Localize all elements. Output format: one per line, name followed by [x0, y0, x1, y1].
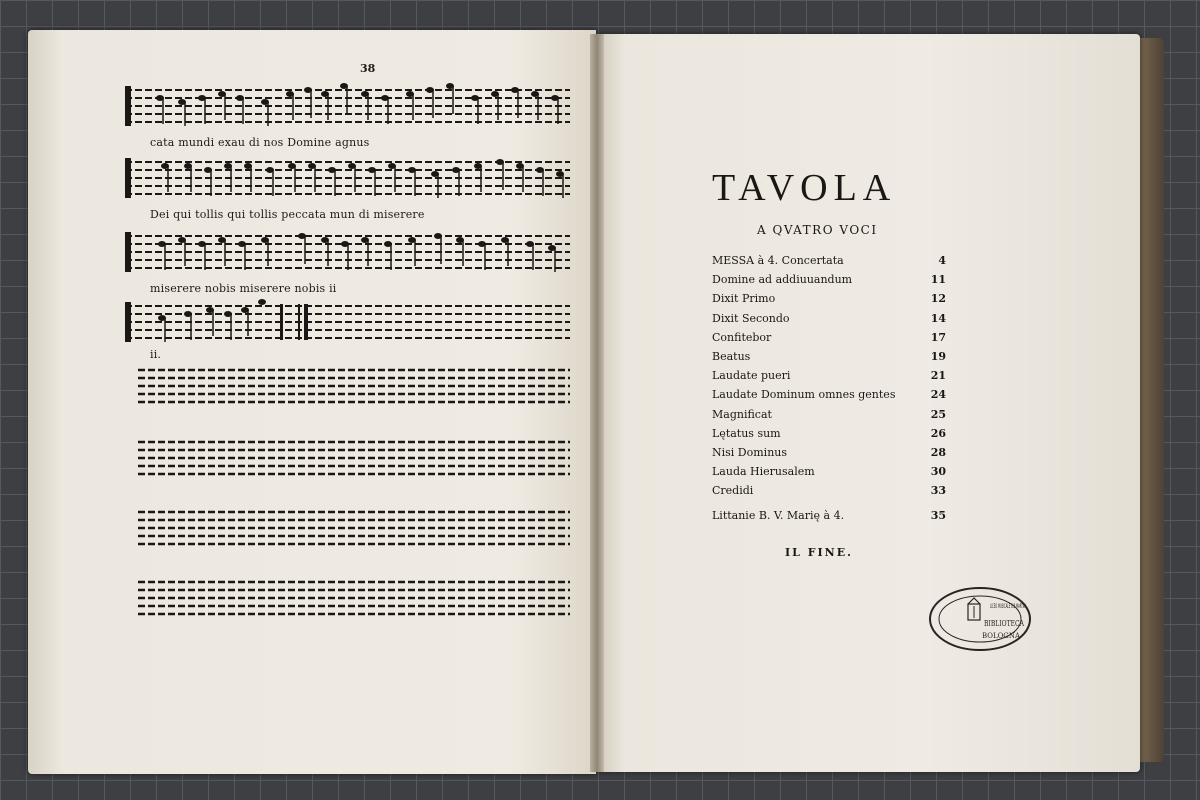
toc-entry [712, 348, 946, 367]
toc-entry-page: 21 [930, 369, 946, 383]
book-gutter [590, 34, 604, 772]
toc-entry [712, 290, 946, 309]
music-staff-4 [120, 296, 575, 352]
lyric-line-4: ii. [150, 348, 162, 361]
toc-entry-title: Credidi [712, 484, 754, 498]
toc-entry [712, 444, 946, 463]
toc-entry-title: Confitebor [712, 330, 772, 344]
toc-entry-page: 28 [930, 445, 946, 459]
toc-entry [712, 425, 946, 444]
empty-staff-2 [120, 434, 575, 484]
toc-entry-page: 24 [930, 388, 946, 402]
toc-entry-title: Lętatus sum [712, 426, 781, 440]
toc-entry-title: Beatus [712, 349, 751, 363]
toc-entry-page: 4 [938, 254, 946, 267]
toc-entry-page: 11 [930, 273, 946, 287]
music-staff-3 [120, 226, 575, 282]
toc-entry-title: Dixit Secondo [712, 311, 790, 325]
toc-entry [712, 406, 946, 425]
stamp-text-top: LICEO MUSICALE G.B.MARTINI [990, 602, 1027, 610]
toc-entry-page: 30 [930, 465, 946, 479]
toc-entry-page: 12 [930, 292, 946, 306]
toc-entry-title: Magnificat [712, 407, 772, 421]
toc-entry [712, 367, 946, 386]
toc-entry [712, 507, 946, 526]
toc-entry-title: MESSA à 4. Concertata [712, 254, 844, 267]
toc-entry-page: 25 [930, 407, 946, 421]
page-subtitle: A QVATRO VOCI [757, 223, 878, 237]
music-staff-2 [120, 152, 575, 208]
toc-entry-title: Lauda Hierusalem [712, 465, 815, 479]
toc-entry-page: 33 [930, 484, 946, 498]
toc-entry-title: Dixit Primo [712, 292, 776, 306]
lyric-line-1: cata mundi exau di nos Domine agnus [150, 136, 370, 149]
toc-entry [712, 463, 946, 482]
toc-entry [712, 329, 946, 348]
empty-staff-3 [120, 504, 575, 554]
toc-entry-page: 35 [930, 509, 946, 523]
end-text: IL FINE. [785, 546, 853, 559]
empty-staff-1 [120, 362, 575, 412]
toc-entry [712, 482, 946, 501]
empty-staff-4 [120, 574, 575, 624]
toc-entry [712, 252, 946, 271]
toc-entry-title: Laudate pueri [712, 369, 791, 383]
toc-entry [712, 310, 946, 329]
page-title: TAVOLA [712, 167, 897, 209]
table-of-contents [712, 252, 946, 527]
toc-entry-page: 19 [930, 349, 946, 363]
stamp-text-middle: BIBLIOTECA [984, 619, 1025, 628]
toc-entry-title: Laudate Dominum omnes gentes [712, 388, 896, 402]
page-number: 38 [360, 62, 376, 75]
toc-entry [712, 386, 946, 405]
toc-entry-title: Domine ad addiuuandum [712, 273, 853, 287]
toc-entry [712, 271, 946, 290]
toc-entry-page: 17 [930, 330, 946, 344]
crest-icon [968, 598, 980, 620]
toc-entry-page: 26 [930, 426, 946, 440]
library-stamp [928, 586, 1032, 652]
lyric-line-3: miserere nobis miserere nobis ii [150, 282, 337, 295]
music-score [120, 80, 580, 640]
toc-entry-title: Littanie B. V. Marię à 4. [712, 509, 845, 523]
toc-entry-page: 14 [930, 311, 946, 325]
stamp-text-bottom: BOLOGNA [982, 631, 1021, 640]
lyric-line-2: Dei qui tollis qui tollis peccata mun di miserere [150, 208, 425, 221]
toc-entry-title: Nisi Dominus [712, 445, 788, 459]
music-staff-1 [120, 80, 575, 136]
